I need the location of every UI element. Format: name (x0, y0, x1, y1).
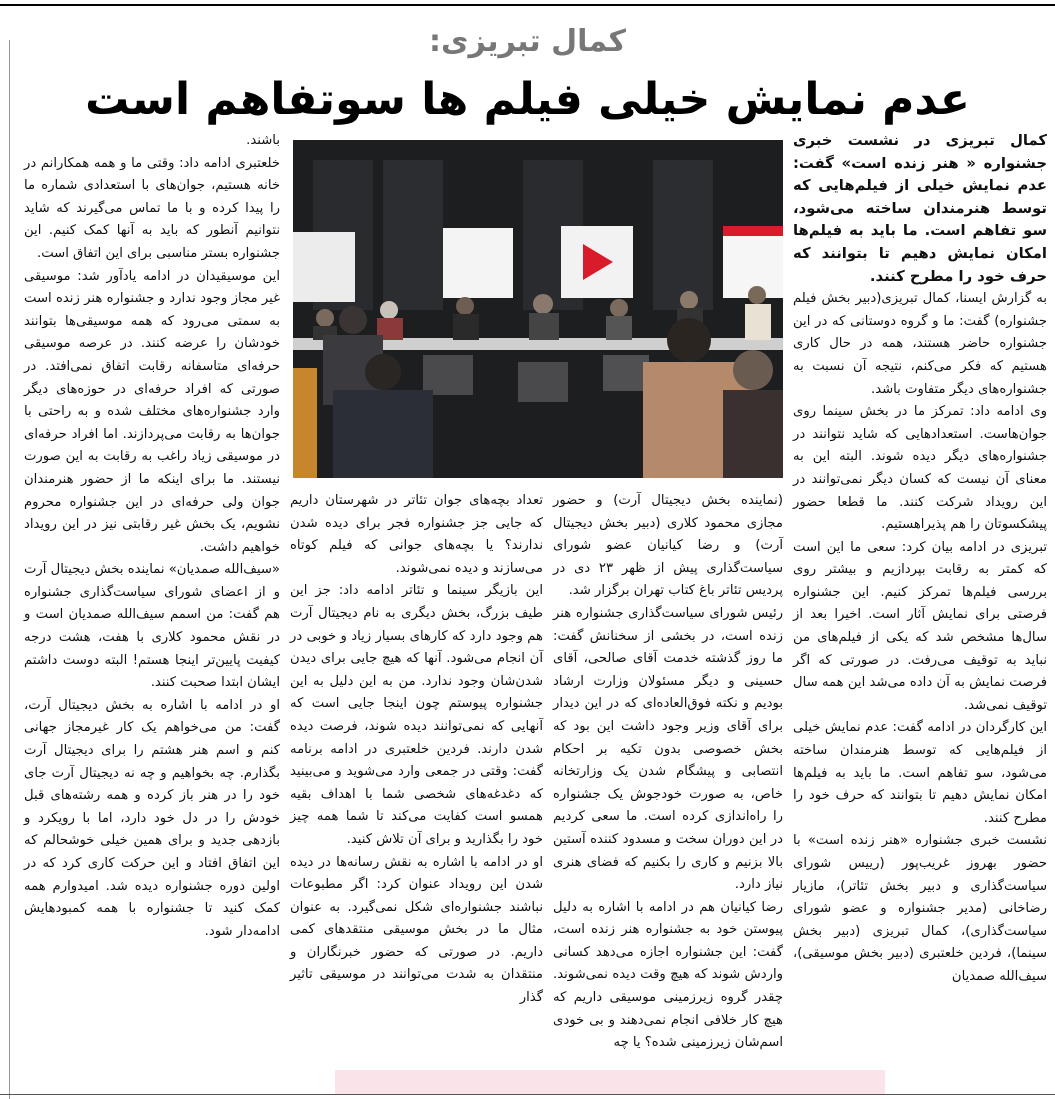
lead-paragraph: کمال تبریزی در نشست خبری جشنواره « هنر زنده است» گفت: عدم نمایش خیلی از فیلم‌هایی که توسط هنرمندان ساخته می‌شود، سو تفاهم است. ما باید به فیلم‌ها امکان نمایش دهیم تا بتوانند که حرف خود را مطرح کنند. (793, 132, 1047, 285)
paragraph: تعداد بچه‌های جوان تئاتر در شهرستان داریم که جایی جز جشنواره فجر برای دیده شدن ندارند؟ یا بچه‌های جوانی که فیلم کوتاه می‌سازند و دیده نمی‌شوند. (290, 493, 543, 576)
paragraph: باشند. (246, 133, 280, 148)
press-conference-photo (293, 140, 783, 478)
paragraph: به گزارش ایسنا، کمال تبریزی(دبیر بخش فیلم جشنواره) گفت: ما و گروه دوستانی که در این جشنواره حاضر هستند، همه در حال کاری هستیم که فکر می‌کنم، نتیجه آن نسبت به جشنواره‌های دیگر متفاوت باشد. (793, 291, 1047, 397)
paragraph: «سیف‌الله صمدیان» نماینده بخش دیجیتال آرت و از اعضای شورای سیاست‌گذاری جشنواره هم گفت: من اسمم سیف‌الله صمدیان است و در نقش محمود کلاری با هفت، هشت درجه کیفیت پایین‌تر اینجا هستم! البته دوست داشتم ایشان ابتدا صحبت کنند. (24, 562, 280, 691)
paragraph: این موسیقیدان در ادامه یادآور شد: موسیقی غیر مجاز وجود ندارد و جشنواره هنر زنده است به سمتی می‌رود که همه موسیقی‌ها بتوانند خودشان را عرضه کنند. در عرصه موسیقی حرفه‌ای متاسفانه رقابت اتفاق نمی‌افتد. در صورتی که افراد حرفه‌ای در حوزه‌های دیگر وارد جشنواره‌های مختلف شده و به راحتی با جوان‌ها به رقابت می‌پردازند. اما افراد حرفه‌ای در موسیقی زیاد راغب به رقابت به این صورت نیستند. ما برای اینکه ما از حضور هنرمندان جوان ولی حرفه‌ای در این جشنواره محروم نشویم، یک بخش غیر رقابتی نیز در این رویداد خواهیم داشت. (24, 268, 280, 555)
column-3 (290, 490, 543, 1010)
paragraph: او در ادامه با اشاره به نقش رسانه‌ها در دیده شدن این رویداد عنوان کرد: اگر مطبوعات نباشند جشنواره‌ای شکل نمی‌گیرد. به عنوان مثال ما در بخش موسیقی منتقدهای کمی داریم. در صورتی که حضور خبرنگاران و منتقدان به شدت می‌توانند در موسیقی تاثیر گذار (290, 854, 543, 1006)
paragraph: خلعتبری ادامه داد: وقتی ما و همه همکارانم در خانه هستیم، جوان‌های با استعدادی شماره ما را پیدا کرده و با ما تماس می‌گیرند که شاید نتوانیم آنطور که باید به آنها کمک کنیم. این جشنواره بستر مناسبی برای این اتفاق است. (24, 155, 280, 261)
paragraph: وی ادامه داد: تمرکز ما در بخش سینما روی جوان‌هاست. استعدادهایی که شاید نتوانند در جشنواره‌های دیگر دیده شوند. البته این به معنای آن نیست که کسان دیگر نمی‌توانند در این رویداد شرکت کنند. ما قطعا حضور پیشکسوتان را هم پذیراهستیم. (793, 404, 1047, 533)
article-headline: عدم نمایش خیلی فیلم ها سوتفاهم است (85, 74, 970, 125)
left-rule (9, 40, 10, 1099)
paragraph: رضا کیانیان هم در ادامه با اشاره به دلیل پیوستن خود به جشنواره هنر زنده است، گفت: این جشنواره اجازه می‌دهد کسانی واردش شوند که هیچ وقت دیده نمی‌شوند. چقدر گروه زیرزمینی موسیقی داریم که هیچ کار خلافی انجام نمی‌دهند و بی خودی اسم‌شان زیرزمینی شده؟ یا چه (553, 899, 783, 1051)
column-1 (793, 130, 1047, 989)
paragraph: (نماینده بخش دیجیتال آرت) و حضور مجازی محمود کلاری (دبیر بخش دیجیتال آرت) و رضا کیانیان عضو شورای سیاست‌گذاری پیش از ظهر ۲۳ دی در پردیس تئاتر باغ کتاب تهران برگزار شد. (553, 493, 783, 599)
paragraph: تبریزی در ادامه بیان کرد: سعی ما این است که کمتر به رقابت بپردازیم و بیشتر روی بررسی فیلم‌ها تمرکز کنیم. این جشنواره فرصتی برای نمایش آثار است. اخیرا بعد از سال‌ها مشخص شد که یکی از فیلم‌های من نباید به توقیف می‌رفت. در صورتی که اگر فرصت نمایش به آن داده می‌شد این همه سال توقیف نمی‌شد. (793, 539, 1047, 713)
highlight-band (335, 1070, 885, 1094)
top-rule (0, 4, 1055, 6)
paragraph: او در ادامه با اشاره به بخش دیجیتال آرت، گفت: من می‌خواهم یک کار غیرمجاز جهانی کنم و اسم هنر هشتم را برای دیجیتال آرت بگذارم. چه بخواهیم و چه نه دیجیتال آرت جای خود را در هنر باز کرده و همه رشته‌های قبل خودش را در دل خود دارد، اما با رویکرد و بازدهی جدید و برای همین خیلی خوشحالم که این اتفاق افتاد و این حرکت کاری کرد که در اولین دوره جشنواره دیده شد. امیدوارم همه کمک کنید تا جشنواره با همه کمبودهایش ادامه‌دار شود. (24, 697, 280, 939)
column-4 (24, 130, 280, 943)
paragraph: این بازیگر سینما و تئاتر ادامه داد: جز این طیف بزرگ، بخش دیگری به نام دیجیتال آرت هم وجود دارد که کارهای بسیار زیاد و خوبی در آن انجام می‌شود. آنها که هیچ جایی برای دیدن شدن‌شان وجود ندارد. من به این دلیل به این جشنواره پیوستم چون اینجا جایی است که آنهایی که نمی‌توانند دیده شوند، فرصت دیده شدن دارند. فردین خلعتبری در ادامه برنامه گفت: وقتی در جمعی وارد می‌شوید و می‌بینید که دغدغه‌های شخصی شما با اهداف بقیه همسو است کفایت می‌کند تا شما همه چیز خود را بگذارید و برای آن تلاش کنید. (290, 583, 543, 847)
article-kicker: کمال تبریزی: (429, 24, 626, 59)
column-2 (553, 490, 783, 1055)
bottom-rule (0, 1094, 1055, 1095)
paragraph: رئیس شورای سیاست‌گذاری جشنواره هنر زنده است، در بخشی از سخنانش گفت: ما روز گذشته خدمت آقای صالحی، آقای حسینی و دیگر مسئولان وزارت ارشاد بودیم و نکته فوق‌العاده‌ای که در این دیدار برای آقای وزیر وجود داشت این بود که بخش خصوصی بدون تکیه بر احکام انتصابی و پیشگام شدن یک وزارتخانه خاص، به صورت خودجوش یک جشنواره را راه‌اندازی کرده است. ما سعی کردیم در این دوران سخت و مسدود کننده آستین بالا بزنیم و کاری را بکنیم که فضای هنری نیاز دارد. (553, 605, 783, 893)
paragraph: این کارگردان در ادامه گفت: عدم نمایش خیلی از فیلم‌هایی که توسط هنرمندان ساخته می‌شود، سو تفاهم است. ما باید به فیلم‌ها امکان نمایش دهیم تا بتوانند که حرف خود را مطرح کنند. (793, 720, 1047, 826)
paragraph: نشست خبری جشنواره «هنر زنده است» با حضور بهروز غریب‌پور (رییس شورای سیاست‌گذاری و دبیر بخش تئاتر)، مازیار رضاخانی (مدیر جشنواره و عضو شورای سیاست‌گذاری)، کمال تبریزی (دبیر بخش سینما)، فردین خلعتبری (دبیر بخش موسیقی)، سیف‌الله صمدیان (793, 833, 1047, 984)
